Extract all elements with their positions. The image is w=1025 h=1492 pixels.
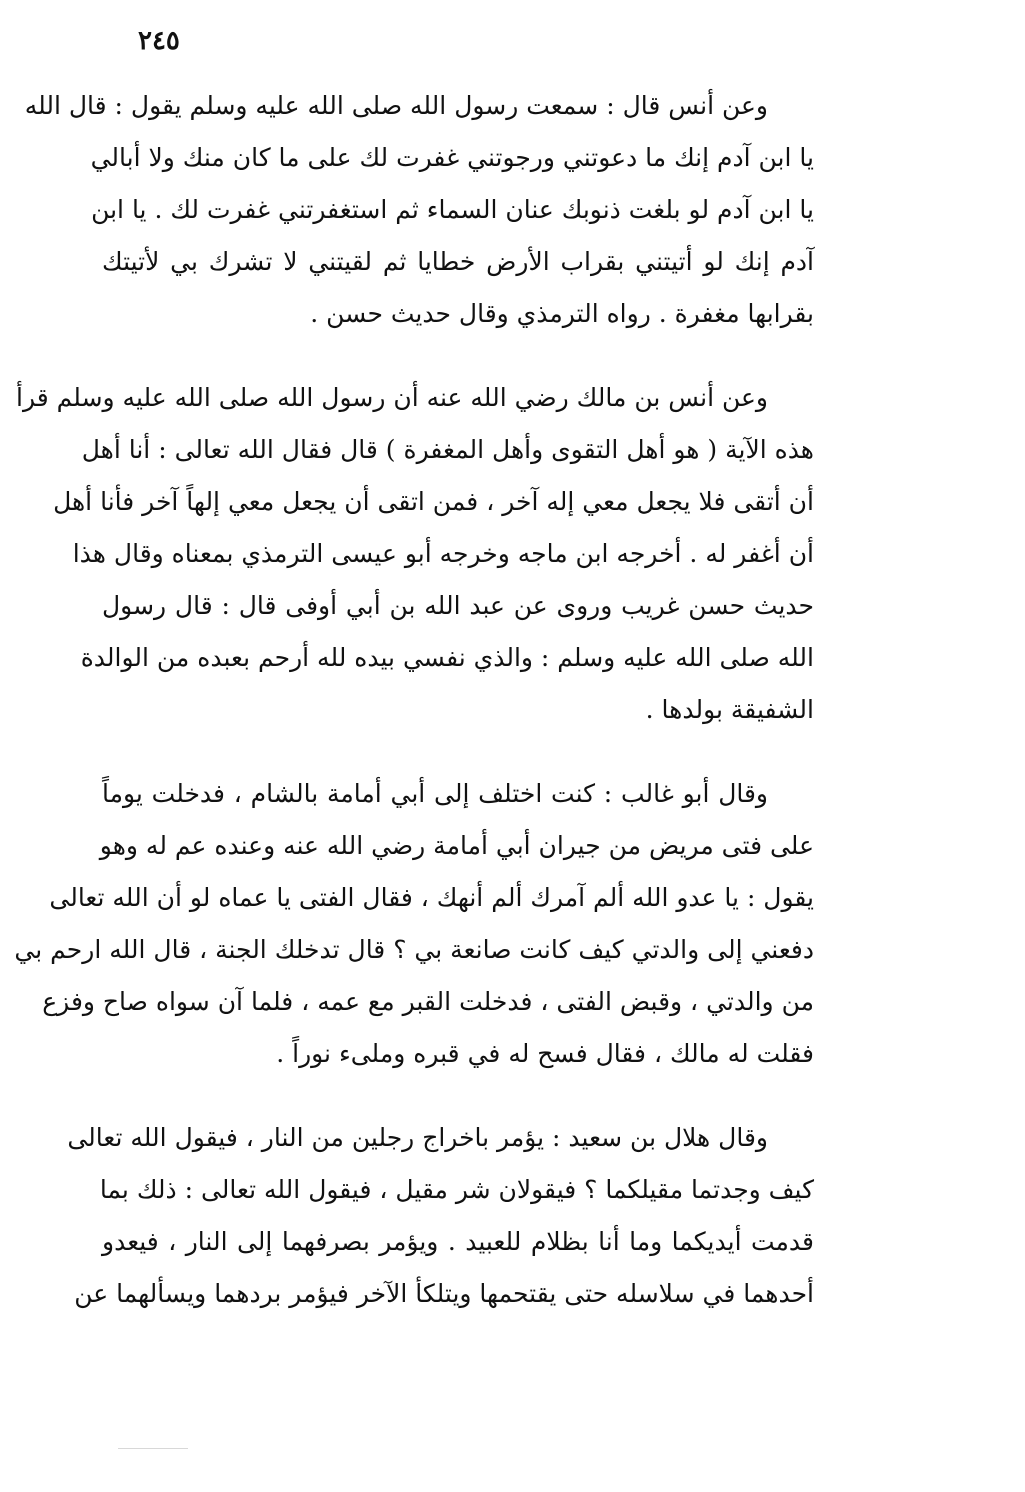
text-line: قدمت أيديكما وما أنا بظلام للعبيد . ويؤمر بصرفهما إلى النار ، فيعدو <box>102 1227 814 1256</box>
paragraph-1 <box>24 80 814 340</box>
text-line: بقرابها مغفرة . رواه الترمذي وقال حديث حسن . <box>310 299 814 328</box>
text-line: من والدتي ، وقبض الفتى ، فدخلت القبر مع عمه ، فلما آن سواه صاح وفزع <box>42 987 814 1016</box>
text-line: يا ابن آدم لو بلغت ذنوبك عنان السماء ثم استغفرتني غفرت لك . يا ابن <box>91 195 814 224</box>
paragraph-3 <box>14 768 814 1080</box>
paragraph-2 <box>16 372 814 736</box>
text-line: يا ابن آدم إنك ما دعوتني ورجوتني غفرت لك على ما كان منك ولا أبالي <box>90 143 814 172</box>
text-line: الشفيقة بولدها . <box>645 695 814 724</box>
text-line: وقال أبو غالب : كنت اختلف إلى أبي أمامة بالشام ، فدخلت يوماً <box>102 779 768 808</box>
text-line: هذه الآية ( هو أهل التقوى وأهل المغفرة ) قال فقال الله تعالى : أنا أهل <box>81 435 814 464</box>
text-line: أن أغفر له . أخرجه ابن ماجه وخرجه أبو عيسى الترمذي بمعناه وقال هذا <box>72 539 814 568</box>
text-line: فقلت له مالك ، فقال فسح له في قبره وملىء نوراً . <box>276 1039 814 1068</box>
text-line: على فتى مريض من جيران أبي أمامة رضي الله عنه وعنده عم له وهو <box>99 831 814 860</box>
text-line: دفعني إلى والدتي كيف كانت صانعة بي ؟ قال تدخلك الجنة ، قال الله ارحم بي <box>14 935 814 964</box>
text-line: أحدهما في سلاسله حتى يقتحمها ويتلكأ الآخر فيؤمر بردهما ويسألهما عن <box>74 1279 814 1308</box>
text-line: أن أتقى فلا يجعل معي إله آخر ، فمن اتقى أن يجعل معي إلهاً آخر فأنا أهل <box>53 487 814 516</box>
text-line: آدم إنك لو أتيتني بقراب الأرض خطايا ثم لقيتني لا تشرك بي لأتيتك <box>102 247 814 276</box>
text-line: وعن أنس قال : سمعت رسول الله صلى الله عليه وسلم يقول : قال الله <box>24 91 768 120</box>
text-line: كيف وجدتما مقيلكما ؟ فيقولان شر مقيل ، فيقول الله تعالى : ذلك بما <box>99 1175 814 1204</box>
page-number: ٢٤٥ <box>138 26 180 56</box>
scan-mark <box>118 1448 188 1449</box>
page-body <box>14 80 814 1352</box>
text-line: وعن أنس بن مالك رضي الله عنه أن رسول الله صلى الله عليه وسلم قرأ <box>16 383 768 412</box>
text-line: الله صلى الله عليه وسلم : والذي نفسي بيده لله أرحم بعبده من الوالدة <box>80 643 814 672</box>
text-line: وقال هلال بن سعيد : يؤمر باخراج رجلين من النار ، فيقول الله تعالى <box>67 1123 768 1152</box>
text-line: حديث حسن غريب وروى عن عبد الله بن أبي أوفى قال : قال رسول <box>102 591 814 620</box>
paragraph-4 <box>67 1112 814 1320</box>
text-line: يقول : يا عدو الله ألم آمرك ألم أنهك ، فقال الفتى يا عماه لو أن الله تعالى <box>49 883 814 912</box>
